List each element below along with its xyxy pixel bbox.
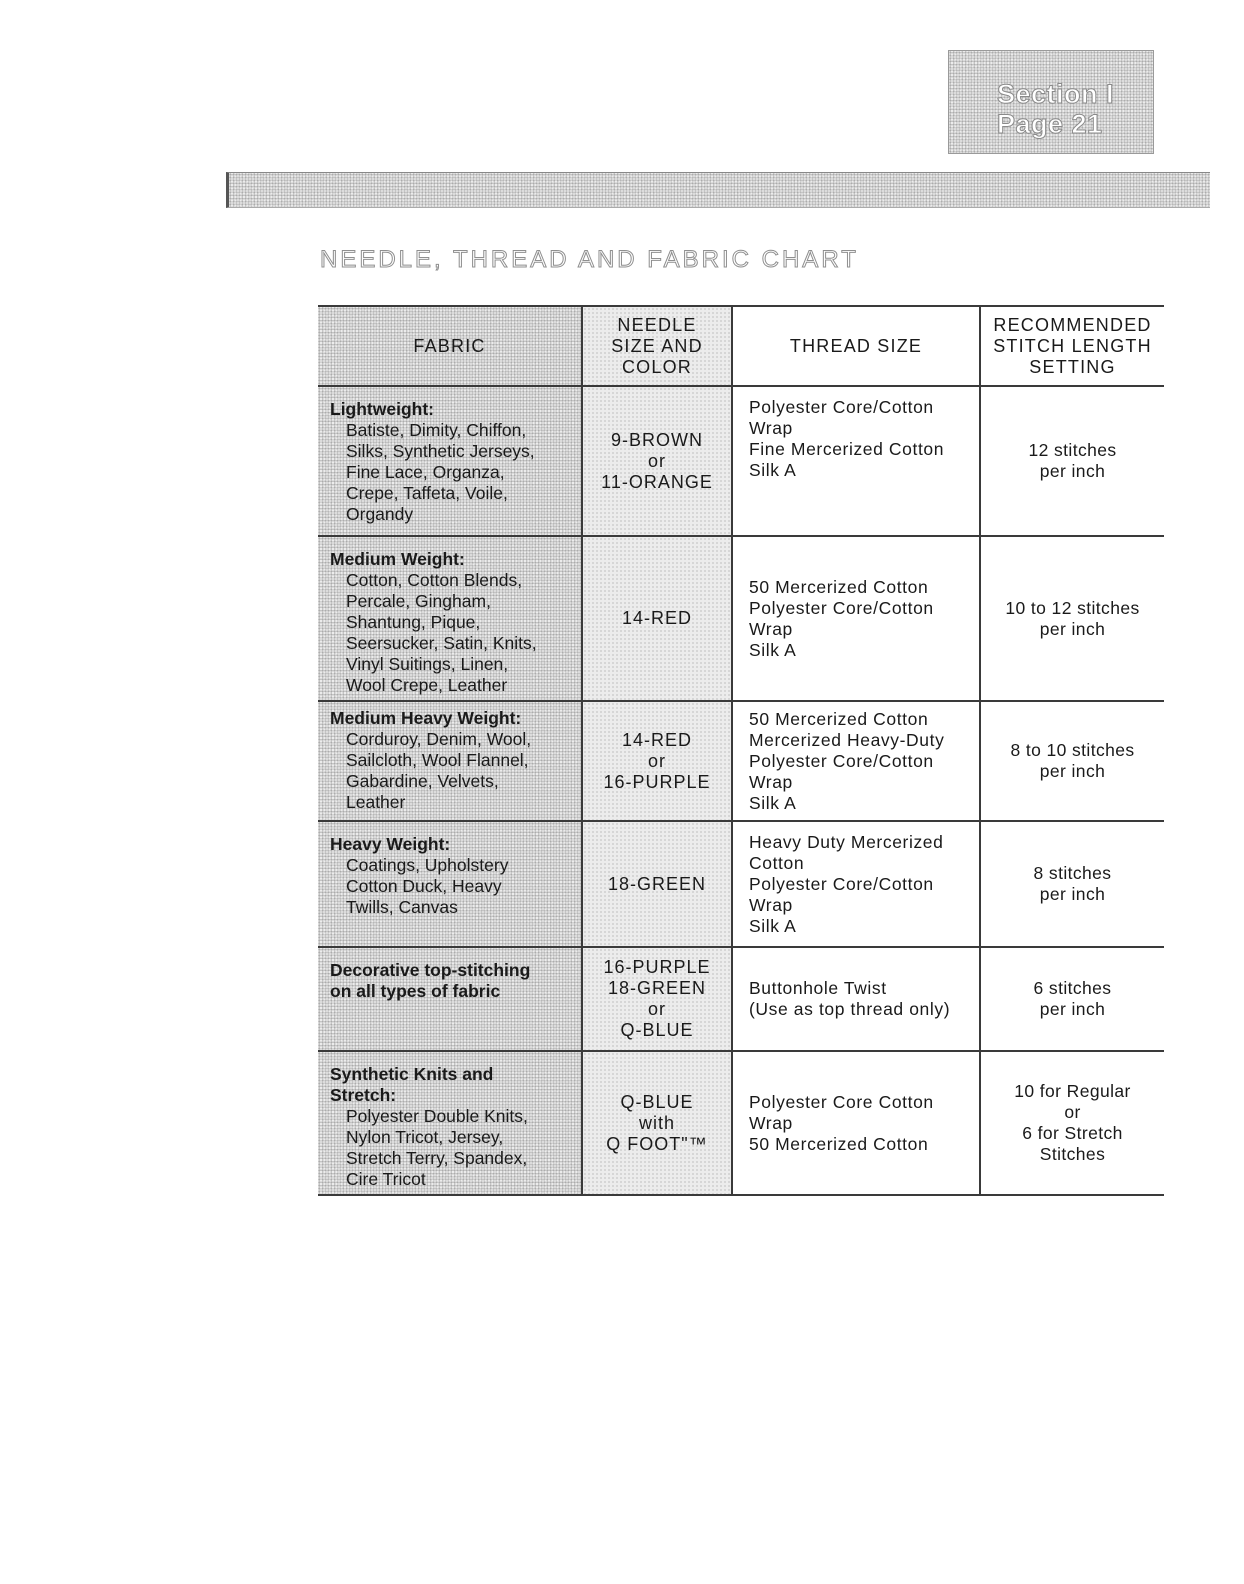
section-page-tab [948,50,1154,154]
thread-line: Wrap [749,771,793,792]
header-needle [582,306,732,386]
stitch-line: per inch [1039,618,1106,639]
fabric-line: Crepe, Taffeta, Voile, [346,483,508,503]
stitch-line: per inch [1039,884,1106,904]
table-row [318,1051,1164,1195]
thread-line: Mercerized Heavy-Duty [749,729,945,750]
needle-cell [582,701,732,821]
fabric-line: Organdy [346,504,414,524]
needle-line: 14-RED [621,608,693,628]
header-fabric: FABRIC [318,306,582,386]
needle-line: or [647,999,666,1019]
fabric-cell [318,821,582,947]
needle-cell [582,1051,732,1195]
fabric-line: Coatings, Upholstery [346,855,509,875]
thread-line: Cotton [749,852,805,873]
stitch-line: 6 for Stretch [1022,1123,1123,1143]
thread-line: Wrap [749,894,793,915]
needle-cell [582,947,732,1051]
fabric-line: Twills, Canvas [346,897,458,917]
header-thread: THREAD SIZE [732,306,980,386]
stitch-line: per inch [1039,461,1106,481]
fabric-line: Polyester Double Knits, [346,1106,528,1126]
fabric-line: Nylon Tricot, Jersey, [346,1127,504,1147]
needle-line: Q-BLUE [620,1091,694,1112]
fabric-line: Vinyl Suitings, Linen, [346,654,509,674]
thread-line: Silk A [749,792,797,813]
thread-line: Heavy Duty Mercerized [749,831,944,852]
stitch-line: per inch [1039,999,1106,1019]
header-stitch-line: SETTING [1029,356,1116,377]
thread-cell [732,821,980,947]
header-band [226,172,1210,208]
needle-line: 14-RED [621,729,693,750]
table-row [318,821,1164,947]
needle-line: or [647,450,666,471]
stitch-line: 12 stitches [1028,440,1117,460]
needle-line: 18-GREEN [607,978,707,998]
needle-cell [582,536,732,701]
fabric-category: Lightweight: [330,399,435,419]
fabric-category: on all types of fabric [330,981,501,1001]
fabric-line: Stretch Terry, Spandex, [346,1148,528,1168]
fabric-category: Synthetic Knits and [330,1064,494,1084]
needle-cell [582,386,732,536]
fabric-line: Gabardine, Velvets, [346,771,499,791]
header-stitch-line: RECOMMENDED [993,314,1152,335]
fabric-line: Seersucker, Satin, Knits, [346,633,537,653]
thread-cell [732,701,980,821]
page-label: Page 21 [997,109,1103,139]
fabric-cell [318,947,582,1051]
thread-line: Polyester Core/Cotton [749,750,934,771]
table-header-row [318,306,1164,386]
thread-line: 50 Mercerized Cotton [749,1133,929,1154]
fabric-line: Cotton Duck, Heavy [346,876,502,896]
thread-cell [732,947,980,1051]
fabric-line: Wool Crepe, Leather [346,675,508,695]
thread-cell [732,536,980,701]
fabric-category: Heavy Weight: [330,834,451,854]
fabric-category: Medium Weight: [330,549,465,569]
stitch-cell [980,701,1164,821]
header-needle-line: SIZE AND [611,335,703,356]
stitch-cell [980,947,1164,1051]
thread-line: Fine Mercerized Cotton [749,439,945,459]
header-needle-line: NEEDLE [617,314,697,335]
fabric-line: Shantung, Pique, [346,612,481,632]
stitch-line: 8 stitches [1033,863,1112,883]
thread-line: 50 Mercerized Cotton [749,576,929,597]
fabric-line: Percale, Gingham, [346,591,491,611]
stitch-line: 10 to 12 stitches [1005,597,1140,618]
thread-line: Polyester Core/Cotton [749,873,934,894]
fabric-line: Cotton, Cotton Blends, [346,570,523,590]
needle-line: with [638,1112,675,1133]
thread-line: Polyester Core/Cotton [749,397,934,417]
fabric-line: Batiste, Dimity, Chiffon, [346,420,527,440]
needle-line: 16-PURPLE [603,957,711,977]
fabric-cell [318,386,582,536]
stitch-line: Stitches [1039,1144,1106,1164]
stitch-line: or [1064,1102,1081,1122]
thread-line: Wrap [749,1112,793,1133]
thread-line: Silk A [749,460,797,480]
thread-line: Silk A [749,915,797,936]
thread-cell [732,1051,980,1195]
needle-line: 11-ORANGE [601,471,713,492]
fabric-line: Corduroy, Denim, Wool, [346,729,532,749]
needle-line: 16-PURPLE [603,771,711,792]
thread-line: Buttonhole Twist [749,978,887,998]
table-row [318,386,1164,536]
fabric-line: Cire Tricot [346,1169,426,1189]
needle-line: 9-BROWN [611,429,703,450]
fabric-line: Sailcloth, Wool Flannel, [346,750,529,770]
table-row [318,536,1164,701]
stitch-line: per inch [1039,761,1106,781]
thread-line: Wrap [749,618,793,639]
table-row [318,701,1164,821]
needle-line: Q FOOT"™ [606,1133,708,1154]
fabric-line: Silks, Synthetic Jerseys, [346,441,535,461]
fabric-cell [318,701,582,821]
stitch-cell [980,536,1164,701]
thread-line: (Use as top thread only) [749,999,951,1019]
stitch-cell [980,821,1164,947]
stitch-line: 10 for Regular [1014,1081,1131,1101]
header-stitch [980,306,1164,386]
fabric-cell [318,536,582,701]
thread-line: Polyester Core/Cotton [749,597,934,618]
needle-line: or [647,750,666,771]
needle-thread-fabric-table [318,305,1164,1196]
thread-line: Wrap [749,418,793,438]
section-label: Section I [997,79,1115,109]
thread-cell [732,386,980,536]
stitch-line: 8 to 10 stitches [1010,740,1135,760]
thread-line: 50 Mercerized Cotton [749,708,929,729]
header-stitch-line: STITCH LENGTH [993,335,1152,356]
fabric-cell [318,1051,582,1195]
stitch-cell [980,1051,1164,1195]
thread-line: Silk A [749,639,797,660]
needle-line: 18-GREEN [607,873,707,894]
needle-line: Q-BLUE [620,1020,694,1040]
header-needle-line: COLOR [621,356,692,377]
table-row [318,947,1164,1051]
fabric-category: Stretch: [330,1085,397,1105]
stitch-line: 6 stitches [1033,978,1112,998]
fabric-category: Decorative top-stitching [330,960,531,980]
fabric-line: Leather [346,792,406,812]
needle-cell [582,821,732,947]
page-title: NEEDLE, THREAD AND FABRIC CHART [320,246,859,273]
stitch-cell [980,386,1164,536]
thread-line: Polyester Core Cotton [749,1091,934,1112]
fabric-category: Medium Heavy Weight: [330,708,522,728]
fabric-line: Fine Lace, Organza, [346,462,505,482]
